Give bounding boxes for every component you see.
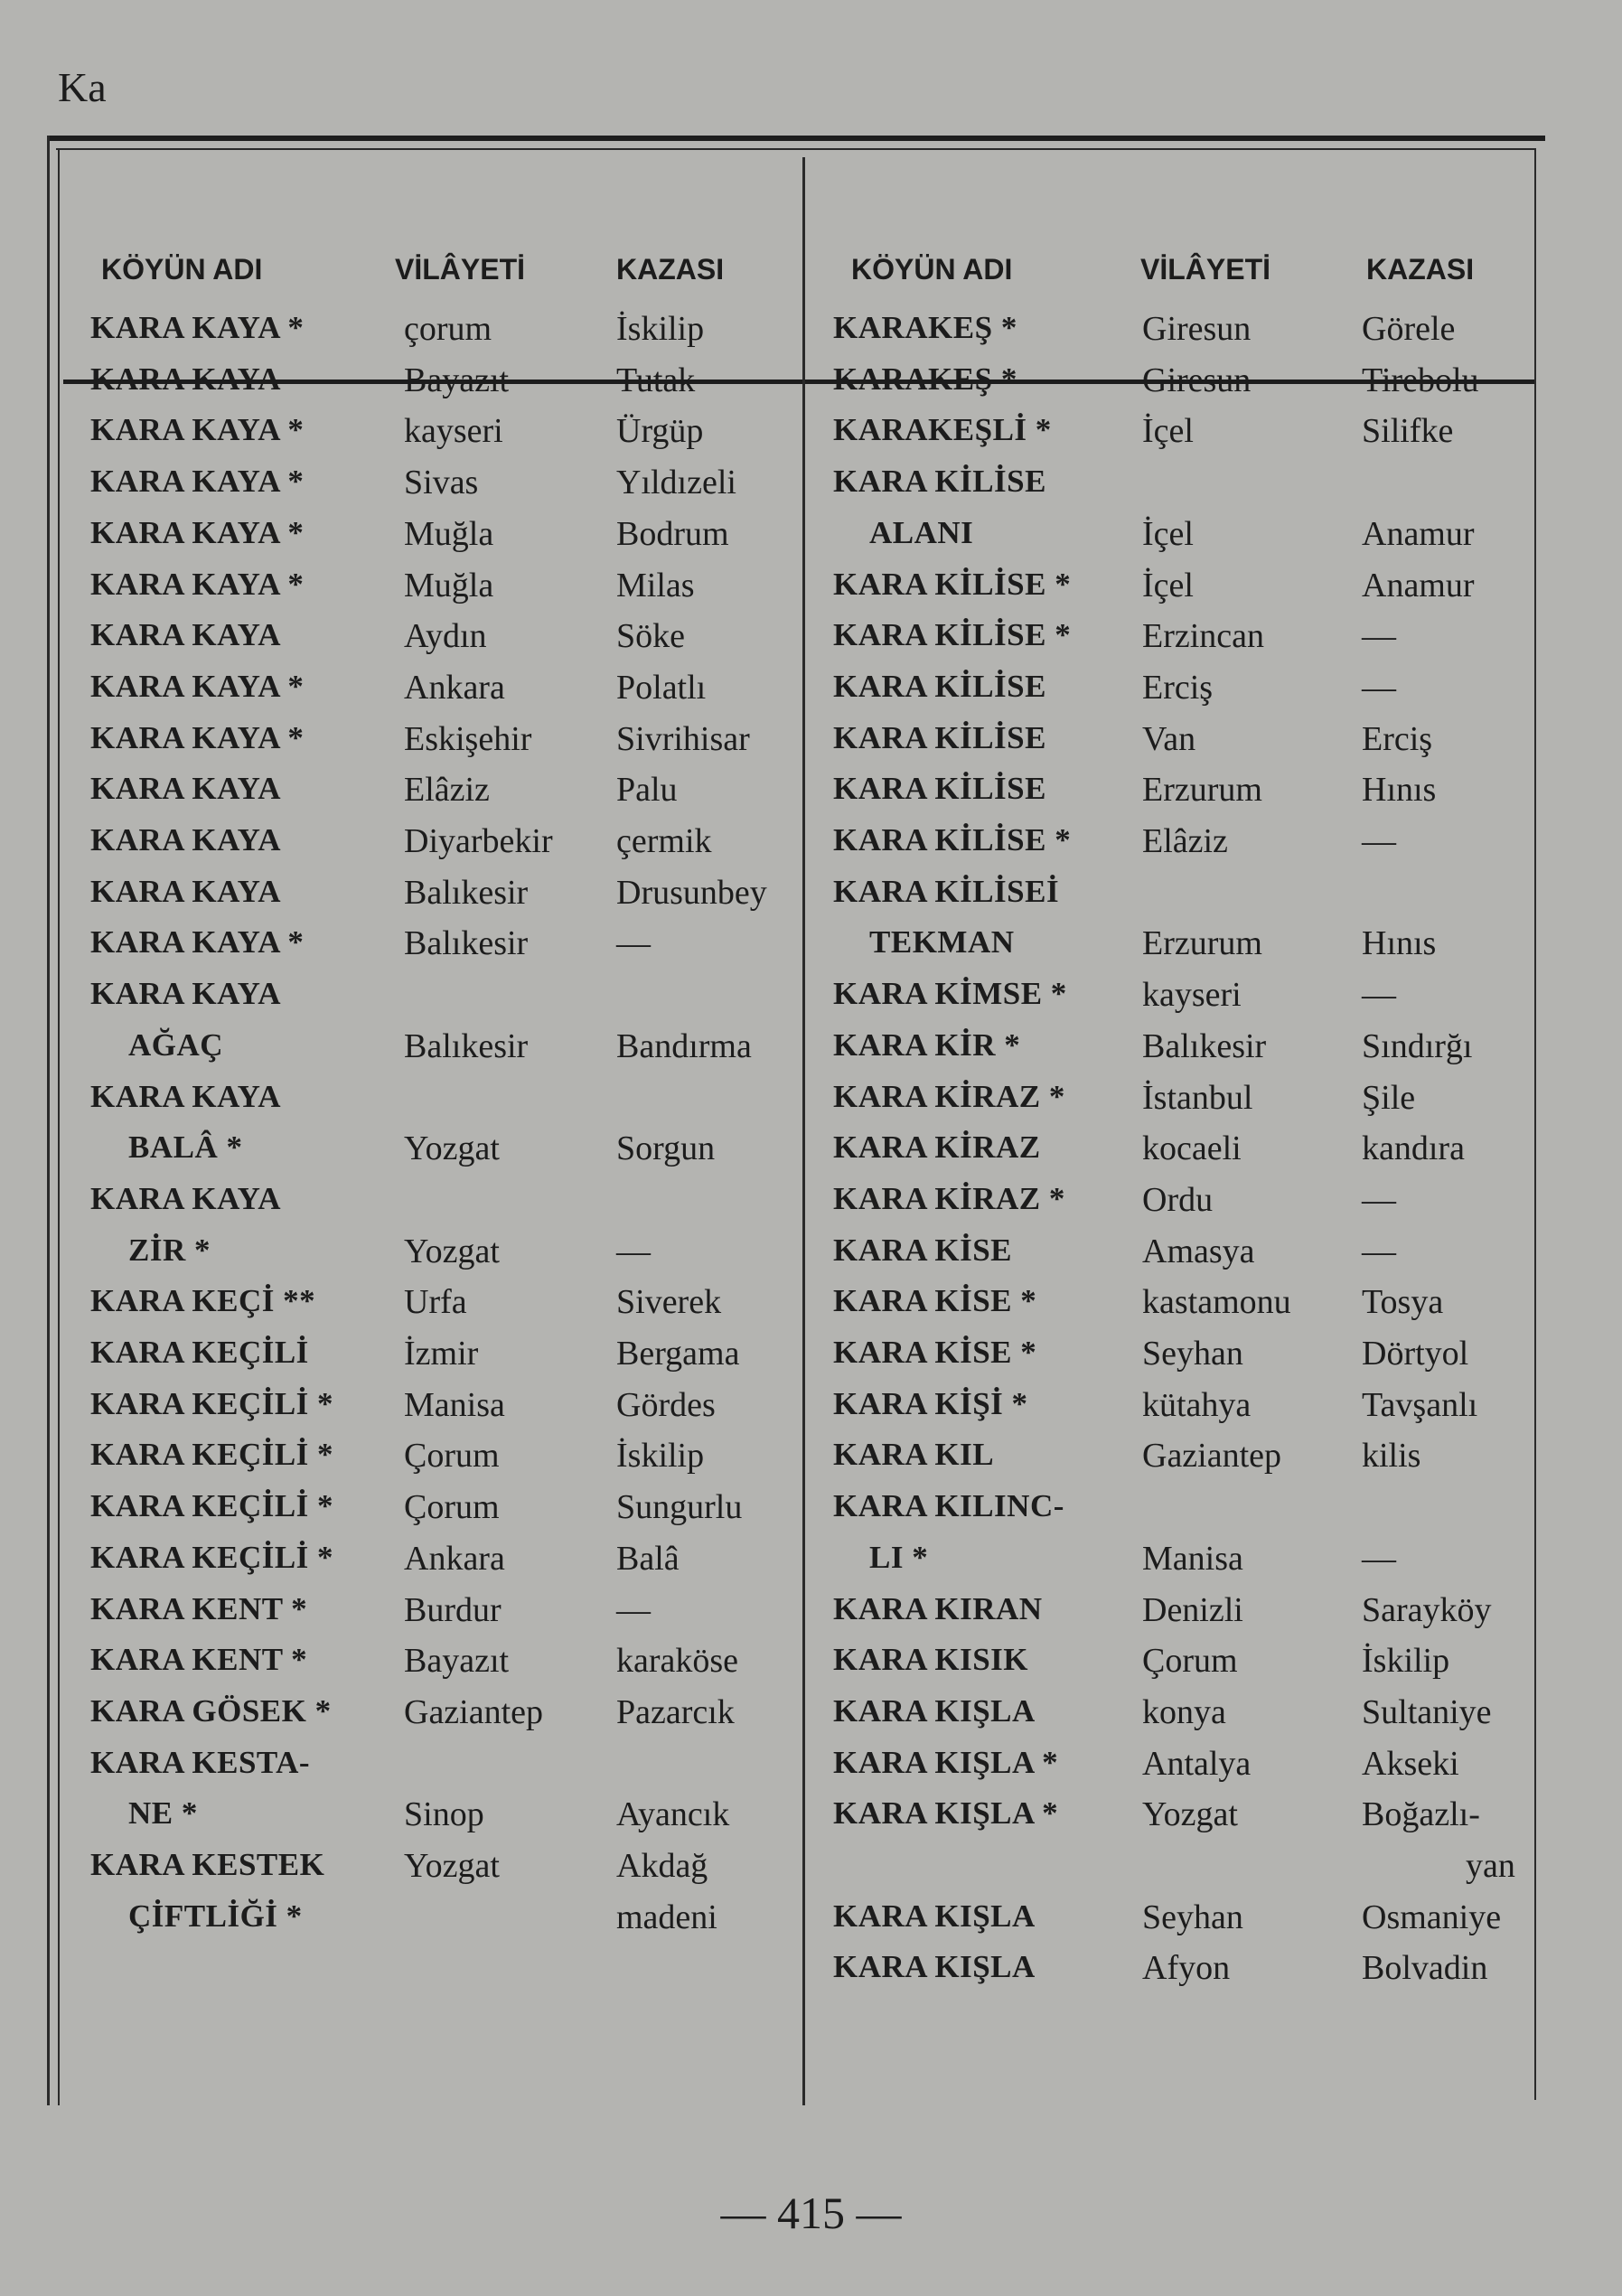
entry-province: Seyhan — [1142, 1335, 1243, 1373]
entry-province: İçel — [1142, 514, 1194, 553]
page-number: — 415 — — [720, 2188, 902, 2238]
header-rule — [63, 380, 1534, 384]
entry-province: konya — [1142, 1692, 1226, 1731]
page-header-mark: Ka — [58, 64, 107, 110]
entry-district: — — [1362, 976, 1396, 1015]
entry-village-name: KARA KAYA * — [90, 464, 305, 500]
entry-province: kayseri — [1142, 976, 1242, 1015]
entry-village-name: KARA KAYA — [90, 976, 281, 1012]
entry-district: Polatlı — [616, 668, 707, 707]
entry-village-name: KARA KAYA — [90, 1180, 281, 1216]
entry-district: Ürgüp — [616, 412, 704, 451]
entry-district: Erciş — [1362, 719, 1433, 758]
entry-district: Osmaniye — [1362, 1898, 1502, 1936]
entry-district: madeni — [616, 1898, 717, 1936]
entry-village-name: KARA KIŞLA * — [833, 1744, 1059, 1780]
entry-district: Sorgun — [616, 1129, 716, 1168]
entry-village-name: KARA KİSE * — [833, 1335, 1037, 1370]
entry-village-name: KARA KENT * — [90, 1590, 308, 1626]
entry-district: Boğazlı- — [1362, 1795, 1480, 1834]
entry-district: Dörtyol — [1362, 1335, 1469, 1373]
entry-province: Antalya — [1142, 1744, 1252, 1783]
entry-district: Anamur — [1362, 514, 1475, 553]
entry-province: Amasya — [1142, 1232, 1255, 1270]
entry-district: Balâ — [616, 1539, 680, 1578]
entry-village-name: KARA KİLİSE * — [833, 822, 1072, 857]
col-header-kaza-right: KAZASI — [1366, 253, 1475, 286]
top-rule-inner — [56, 148, 1536, 150]
entry-village-name: KARA KEÇİLİ * — [90, 1437, 334, 1473]
entry-district: Tavşanlı — [1362, 1385, 1478, 1424]
entry-district: — — [616, 1232, 651, 1270]
entry-province: Giresun — [1142, 310, 1252, 348]
entry-province: Gaziantep — [1142, 1437, 1282, 1476]
entry-village-name: KARA KAYA — [90, 873, 281, 909]
entry-province: İçel — [1142, 412, 1194, 451]
entry-province: Sinop — [404, 1795, 484, 1834]
entry-village-name: ZİR * — [128, 1232, 211, 1268]
entry-village-name: BALÂ * — [128, 1129, 243, 1166]
entry-village-name: TEKMAN — [869, 924, 1015, 961]
top-rule — [47, 136, 1545, 141]
entry-village-name: KARA KAYA — [90, 617, 281, 653]
entry-district: Sarayköy — [1362, 1590, 1492, 1629]
entry-village-name: KARA KİLİSEİ — [833, 873, 1060, 909]
entry-district: Palu — [616, 771, 678, 810]
left-border-inner — [58, 148, 60, 2105]
entry-province: Sivas — [404, 464, 479, 502]
entry-village-name: KARA KAYA — [90, 771, 281, 807]
entry-district: Sultaniye — [1362, 1692, 1492, 1731]
entry-province: Erciş — [1142, 668, 1214, 707]
entry-province: Balıkesir — [404, 924, 529, 963]
entry-district: — — [1362, 1539, 1396, 1578]
entry-province: Muğla — [404, 566, 494, 604]
left-border — [47, 136, 50, 2105]
entry-district: Bolvadin — [1362, 1949, 1488, 1988]
entry-province: Gaziantep — [404, 1692, 544, 1731]
entry-district: — — [1362, 668, 1396, 707]
entry-province: Çorum — [1142, 1642, 1238, 1681]
entry-district: Silifke — [1362, 412, 1454, 451]
entry-province: Ankara — [404, 668, 505, 707]
entry-district: Sivrihisar — [616, 719, 750, 758]
entry-district: Tutak — [616, 361, 696, 399]
entry-village-name: KARA GÖSEK * — [90, 1692, 332, 1729]
entry-village-name: KARA KEÇİLİ * — [90, 1488, 334, 1524]
entry-province: kocaeli — [1142, 1129, 1242, 1168]
entry-district: İskilip — [616, 1437, 705, 1476]
entry-village-name: KARA KISIK — [833, 1642, 1029, 1678]
entry-province: Urfa — [404, 1283, 467, 1322]
entry-district: Hınıs — [1362, 924, 1437, 963]
entry-province: Ankara — [404, 1539, 505, 1578]
entry-district: Drusunbey — [616, 873, 767, 912]
entry-village-name: KARA KEÇİ ** — [90, 1283, 316, 1319]
entry-village-name: KARA KIŞLA * — [833, 1795, 1059, 1832]
entry-district: Hınıs — [1362, 771, 1437, 810]
entry-village-name: KARA KEÇİLİ * — [90, 1539, 334, 1575]
entry-province: Erzurum — [1142, 924, 1262, 963]
entry-village-name: KARA KİLİSE — [833, 668, 1046, 704]
entry-village-name: KARA KAYA * — [90, 310, 305, 345]
entry-village-name: KARA KAYA * — [90, 412, 305, 448]
entry-province: İçel — [1142, 566, 1194, 604]
entry-district: Sındırğı — [1362, 1026, 1473, 1065]
entry-village-name: KARA KEÇİLİ — [90, 1335, 309, 1370]
entry-province: Manisa — [1142, 1539, 1243, 1578]
entry-village-name: KARA KIŞLA — [833, 1898, 1036, 1934]
entry-district: Tirebolu — [1362, 361, 1479, 399]
entry-province: Denizli — [1142, 1590, 1243, 1629]
entry-district: — — [616, 924, 651, 963]
entry-district: Gördes — [616, 1385, 716, 1424]
entry-village-name: KARA KAYA * — [90, 514, 305, 550]
entry-province: Yozgat — [404, 1232, 500, 1270]
entry-province: Bayazıt — [404, 361, 510, 399]
entry-province: Balıkesir — [404, 873, 529, 912]
entry-province: kastamonu — [1142, 1283, 1291, 1322]
entry-village-name: KARA KİR * — [833, 1026, 1021, 1063]
entry-district: Söke — [616, 617, 685, 656]
entry-village-name: KARA KİSE * — [833, 1283, 1037, 1319]
entry-province: Balıkesir — [1142, 1026, 1267, 1065]
entry-district: İskilip — [1362, 1642, 1450, 1681]
right-border — [1534, 148, 1536, 2100]
entry-district: kilis — [1362, 1437, 1421, 1476]
entry-village-name: KARA KİRAZ — [833, 1129, 1041, 1166]
entry-province: Muğla — [404, 514, 494, 553]
entry-village-name: KARA KİSE — [833, 1232, 1013, 1268]
entry-province: Balıkesir — [404, 1026, 529, 1065]
entry-village-name: KARA KESTEK — [90, 1847, 325, 1882]
entry-district: Akseki — [1362, 1744, 1459, 1783]
entry-village-name: KARA KİLİSE — [833, 719, 1046, 755]
entry-village-name: AĞAÇ — [128, 1026, 224, 1063]
entry-village-name: KARA KIŞLA — [833, 1949, 1036, 1985]
entry-village-name: KARA KAYA — [90, 1078, 281, 1114]
entry-village-name: KARA KAYA — [90, 822, 281, 857]
entry-village-name: KARA KİLİSE — [833, 771, 1046, 807]
entry-district: Görele — [1362, 310, 1456, 348]
entry-village-name: KARAKEŞLİ * — [833, 412, 1052, 448]
entry-district: Tosya — [1362, 1283, 1444, 1322]
entry-district: karaköse — [616, 1642, 739, 1681]
column-divider — [802, 157, 805, 2105]
entry-district: — — [616, 1590, 651, 1629]
entry-province: kütahya — [1142, 1385, 1252, 1424]
entry-village-name: KARA KİŞİ * — [833, 1385, 1028, 1421]
entry-province: Bayazıt — [404, 1642, 510, 1681]
entry-province: Elâziz — [404, 771, 490, 810]
entry-province: Yozgat — [404, 1847, 500, 1885]
entry-village-name: KARA KEÇİLİ * — [90, 1385, 334, 1421]
entry-village-name: KARA KENT * — [90, 1642, 308, 1678]
entry-district: — — [1362, 822, 1396, 860]
entry-district: Bodrum — [616, 514, 729, 553]
entry-district: — — [1362, 617, 1396, 656]
entry-village-name: KARAKEŞ * — [833, 310, 1017, 345]
entry-province: Çorum — [404, 1437, 500, 1476]
entry-district: Siverek — [616, 1283, 722, 1322]
entry-village-name: KARA KİRAZ * — [833, 1180, 1065, 1216]
entry-district: Sungurlu — [616, 1488, 743, 1527]
entry-village-name: KARA KIRAN — [833, 1590, 1043, 1626]
entry-district: Bandırma — [616, 1026, 752, 1065]
entry-district: — — [1362, 1232, 1396, 1270]
entry-district: Anamur — [1362, 566, 1475, 604]
entry-province: Seyhan — [1142, 1898, 1243, 1936]
entry-village-name: ALANI — [869, 514, 974, 550]
entry-village-name: KARA KAYA — [90, 361, 281, 397]
entry-village-name: KARA KAYA * — [90, 719, 305, 755]
entry-village-name: KARA KİMSE * — [833, 976, 1067, 1012]
entry-province: Ordu — [1142, 1180, 1214, 1219]
entry-village-name: KARA KİLİSE * — [833, 566, 1072, 602]
entry-village-name: KARA KİLİSE — [833, 464, 1046, 500]
entry-village-name: KARA KILINC- — [833, 1488, 1064, 1524]
entry-district: Milas — [616, 566, 695, 604]
entry-village-name: NE * — [128, 1795, 198, 1832]
entry-province: İstanbul — [1142, 1078, 1253, 1117]
entry-province: Yozgat — [404, 1129, 500, 1168]
entry-province: İzmir — [404, 1335, 479, 1373]
entry-village-name: KARA KAYA * — [90, 924, 305, 961]
table-frame — [47, 136, 1545, 2105]
col-header-kaza-left: KAZASI — [616, 253, 725, 286]
entry-province: Elâziz — [1142, 822, 1228, 860]
entry-district: Akdağ — [616, 1847, 708, 1885]
entry-province: Afyon — [1142, 1949, 1231, 1988]
entry-province: Yozgat — [1142, 1795, 1238, 1834]
col-header-vilayet-right: VİLÂYETİ — [1140, 253, 1271, 286]
entry-village-name: KARA KIŞLA — [833, 1692, 1036, 1729]
entry-province: Diyarbekir — [404, 822, 553, 860]
entry-village-name: KARA KİLİSE * — [833, 617, 1072, 653]
entry-village-name: KARA KAYA * — [90, 566, 305, 602]
entry-village-name: LI * — [869, 1539, 929, 1575]
entry-district: Yıldızeli — [616, 464, 736, 502]
entry-province: Burdur — [404, 1590, 502, 1629]
entry-district: Pazarcık — [616, 1692, 735, 1731]
entry-village-name: KARA KESTA- — [90, 1744, 311, 1780]
entry-province: çorum — [404, 310, 492, 348]
entry-village-name: KARA KİRAZ * — [833, 1078, 1065, 1114]
entry-district: Bergama — [616, 1335, 740, 1373]
entry-province: Giresun — [1142, 361, 1252, 399]
col-header-koy-left: KÖYÜN ADI — [101, 253, 263, 286]
entry-village-name: ÇİFTLİĞİ * — [128, 1898, 303, 1934]
entry-province: Eskişehir — [404, 719, 532, 758]
entry-district: kandıra — [1362, 1129, 1465, 1168]
entry-province: Manisa — [404, 1385, 505, 1424]
entry-province: Van — [1142, 719, 1196, 758]
entry-village-name: KARAKEŞ * — [833, 361, 1017, 397]
entry-province: Erzincan — [1142, 617, 1265, 656]
entry-province: Aydın — [404, 617, 487, 656]
entry-province: Çorum — [404, 1488, 500, 1527]
entry-district: İskilip — [616, 310, 705, 348]
col-header-koy-right: KÖYÜN ADI — [851, 253, 1013, 286]
entry-district: Şile — [1362, 1078, 1416, 1117]
entry-district: yan — [1466, 1847, 1515, 1885]
entry-district: çermik — [616, 822, 712, 860]
entry-village-name: KARA KAYA * — [90, 668, 305, 704]
entry-province: kayseri — [404, 412, 503, 451]
entry-district: Ayancık — [616, 1795, 730, 1834]
entry-village-name: KARA KIL — [833, 1437, 995, 1473]
entry-district: — — [1362, 1180, 1396, 1219]
entry-province: Erzurum — [1142, 771, 1262, 810]
col-header-vilayet-left: VİLÂYETİ — [395, 253, 526, 286]
